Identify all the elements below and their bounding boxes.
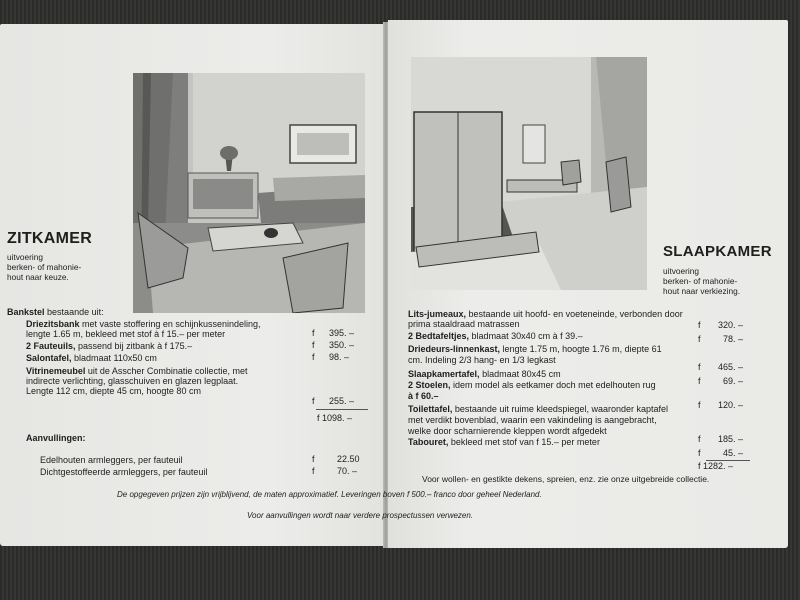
item-line: Lengte 112 cm, diepte 45 cm, hoogte 80 cm	[26, 386, 201, 396]
total: f 1282. –	[698, 461, 734, 471]
item-desc: passend bij zitbank à f 175.–	[78, 341, 193, 351]
extra-price: 70. –	[337, 466, 358, 476]
item-name: Vitrinemeubel	[26, 366, 86, 376]
subtitle-line: hout naar verkiezing.	[663, 286, 741, 296]
aanvullingen-heading: Aanvullingen:	[26, 433, 86, 443]
item-line	[26, 352, 157, 364]
currency-sign: f	[698, 334, 701, 344]
sum-rule	[316, 409, 368, 410]
item-line: à f 60.–	[408, 391, 439, 401]
currency-sign: f	[312, 396, 315, 406]
bedroom-photo	[411, 57, 647, 290]
item-name: Lits-jumeaux,	[408, 309, 467, 319]
currency-sign: f	[312, 454, 315, 464]
item-price: 465. –	[718, 362, 744, 372]
item-name: Toilettafel,	[408, 404, 453, 414]
extra-line: Edelhouten armleggers, per fauteuil	[40, 455, 183, 465]
item-price: 98. –	[329, 352, 350, 362]
subtitle-line: berken- of mahonie-	[663, 276, 738, 286]
item-line: prima staaldraad matrassen	[408, 319, 520, 329]
item-price: 320. –	[718, 320, 744, 330]
currency-sign: f	[698, 400, 701, 410]
subtitle-line: hout naar keuze.	[7, 272, 69, 282]
item-price: 185. –	[718, 434, 744, 444]
item-price: 120. –	[718, 400, 744, 410]
item-desc: bladmaat 80x45 cm	[482, 369, 561, 379]
currency-sign: f	[312, 466, 315, 476]
item-desc: bestaande uit ruime kleedspiegel, waaronder kaptafel	[454, 404, 668, 414]
currency-sign: f	[698, 376, 701, 386]
item-name: 2 Bedtafeltjes,	[408, 331, 470, 341]
item-price: 350. –	[329, 340, 355, 350]
footer-line: Voor aanvullingen wordt naar verdere prospectussen verwezen.	[247, 511, 474, 520]
item-price: 45. –	[723, 448, 744, 458]
currency-sign: f	[312, 340, 315, 350]
item-price: 69. –	[723, 376, 744, 386]
subtitle-line: uitvoering	[7, 252, 43, 262]
item-desc: bekleed met stof van f 15.– per meter	[450, 437, 600, 447]
item-name: 2 Fauteuils,	[26, 341, 76, 351]
item-line	[408, 436, 600, 448]
item-name: 2 Stoelen,	[408, 380, 451, 390]
item-line	[408, 379, 656, 391]
footer-line: De opgegeven prijzen zijn vrijblijvend, de maten approximatief. Leveringen boven f 500.– franco door geheel Nederland.	[117, 490, 542, 499]
item-desc: bladmaat 110x50 cm	[74, 353, 157, 363]
currency-sign: f	[698, 320, 701, 330]
blankets-note: Voor wollen- en gestikte dekens, spreien, enz. zie onze uitgebreide collectie.	[422, 474, 710, 484]
item-desc: uit de Asscher Combinatie collectie, met	[87, 366, 248, 376]
item-desc: met vaste stoffering en schijnkussenindeling,	[82, 319, 261, 329]
extra-price: 22.50	[337, 454, 360, 464]
section-heading-zitkamer: ZITKAMER	[7, 230, 93, 247]
currency-sign: f	[698, 448, 701, 458]
living-room-photo	[133, 73, 365, 313]
currency-sign: f	[312, 352, 315, 362]
currency-sign: f	[312, 328, 315, 338]
item-name: Slaapkamertafel,	[408, 369, 480, 379]
item-price: 255. –	[329, 396, 355, 406]
item-line	[26, 328, 225, 340]
item-name: Tabouret,	[408, 437, 449, 447]
extra-line: Dichtgestoffeerde armleggers, per fauteuil	[40, 467, 208, 477]
item-line	[26, 340, 192, 352]
item-line: cm. Indeling 2/3 hang- en 1/3 legkast	[408, 355, 556, 365]
item-desc: bladmaat 30x40 cm à f 39.–	[471, 331, 583, 341]
item-price: 78. –	[723, 334, 744, 344]
subtitle-line: uitvoering	[663, 266, 699, 276]
item-line: welke door scharnierende kleppen wordt afgedekt	[408, 426, 607, 436]
right-page	[388, 20, 788, 548]
subtitle-line: berken- of mahonie-	[7, 262, 82, 272]
item-line: met verdikt bovenblad, waarin een vakindeling is aangebracht,	[408, 415, 657, 425]
item-name: Driedeurs-linnenkast,	[408, 344, 501, 354]
currency-sign: f	[698, 362, 701, 372]
item-desc: lengte 1.75 m, hoogte 1.76 m, diepte 61	[502, 344, 662, 354]
currency-sign: f	[698, 434, 701, 444]
item-name: Salontafel,	[26, 353, 72, 363]
item-line	[408, 330, 583, 342]
item-price: 395. –	[329, 328, 355, 338]
section-heading-slaapkamer: SLAAPKAMER	[663, 243, 772, 260]
bankstel-heading: Bankstel bestaande uit:	[7, 307, 104, 317]
item-desc: lengte 1.65 m, bekleed met stof à f 15.– per meter	[26, 329, 226, 339]
item-line: indirecte verlichting, glasschuiven en glazen legplaat.	[26, 376, 239, 386]
subtotal: f 1098. –	[317, 413, 353, 423]
item-desc: bestaande uit hoofd- en voeteneinde, verbonden door	[468, 309, 683, 319]
left-page	[0, 24, 386, 546]
item-desc: idem model als eetkamer doch met edelhouten rug	[453, 380, 656, 390]
item-name: Driezitsbank	[26, 319, 80, 329]
